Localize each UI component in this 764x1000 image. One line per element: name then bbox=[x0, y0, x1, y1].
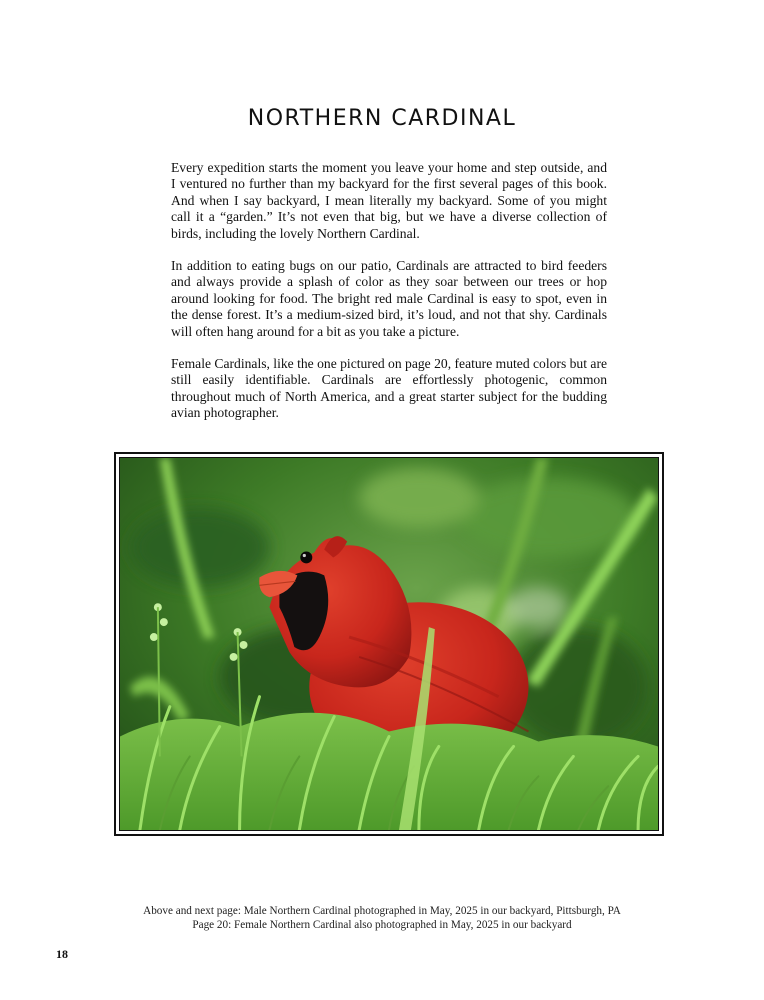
paragraph-3: Female Cardinals, like the one pictured on page 20, feature muted colors but are still easily identifiable. Cardinals are effortlessly photogenic, common throughout much of North America, and a great starter subject for the budding avian photographer. bbox=[171, 356, 607, 421]
photo-frame bbox=[114, 452, 664, 836]
page-number: 18 bbox=[56, 947, 68, 961]
paragraph-2: In addition to eating bugs on our patio, Cardinals are attracted to bird feeders and always provide a splash of color as they soar between our trees or hop around looking for food. The bright red male Cardinal is easy to spot, even in the dense forest. It’s a medium-sized bird, it’s loud, and not that shy. Cardinals will often hang around for a bit as you take a picture. bbox=[171, 258, 607, 339]
cardinal-photo-illustration bbox=[120, 458, 658, 830]
caption-line-1: Above and next page: Male Northern Cardinal photographed in May, 2025 in our backyard, Pittsburgh, PA bbox=[143, 905, 621, 917]
page-title: NORTHERN CARDINAL bbox=[247, 106, 517, 131]
paragraph-1: Every expedition starts the moment you leave your home and step outside, and I ventured no further than my backyard for the first several pages of this book. And when I say backyard, I mean literally my backyard. Some of you might call it a “garden.” It’s not even that big, but we have a diverse collection of birds, including the lovely Northern Cardinal. bbox=[171, 160, 607, 241]
cardinal-photo bbox=[119, 457, 659, 831]
photo-caption bbox=[0, 904, 764, 932]
body-text bbox=[171, 160, 607, 438]
caption-line-2: Page 20: Female Northern Cardinal also photographed in May, 2025 in our backyard bbox=[192, 919, 572, 931]
